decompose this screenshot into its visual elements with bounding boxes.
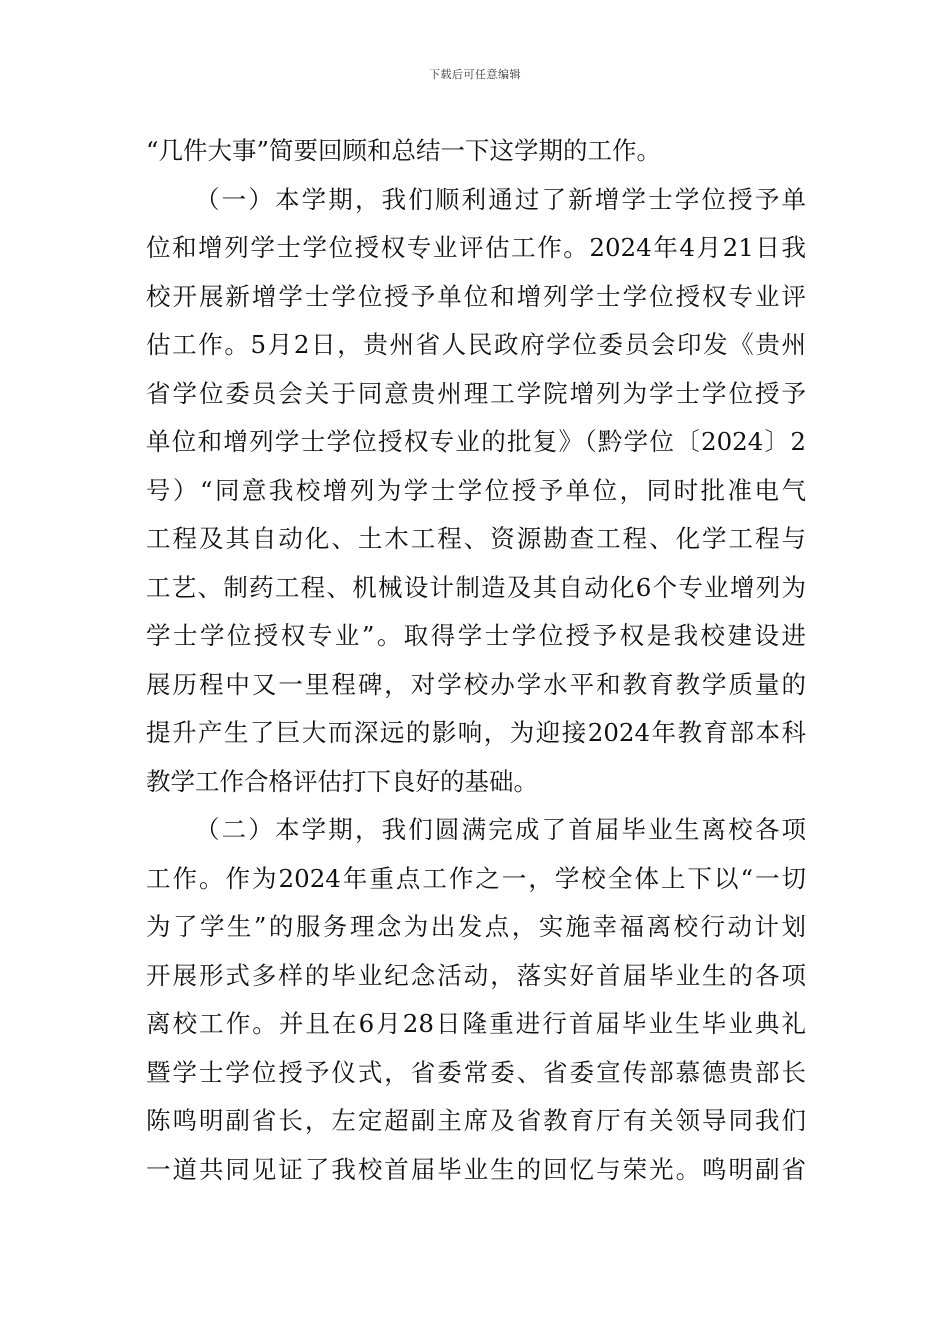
body-line: 学士学位授权专业”。取得学士学位授予权是我校建设进 [146,621,806,650]
body-line: 工作。作为2024年重点工作之一，学校全体上下以“一切 [146,864,806,893]
paragraph-first-line: （二）本学期，我们圆满完成了首届毕业生离校各项 [195,815,806,844]
body-line: 陈鸣明副省长，左定超副主席及省教育厅有关领导同我们 [146,1106,806,1135]
body-line: “几件大事”简要回顾和总结一下这学期的工作。 [146,136,662,165]
body-line: 估工作。5月2日，贵州省人民政府学位委员会印发《贵州 [146,330,806,359]
body-line: 展历程中又一里程碑，对学校办学水平和教育教学质量的 [146,670,806,699]
body-line: 教学工作合格评估打下良好的基础。 [146,767,538,796]
body-line: 单位和增列学士学位授权专业的批复》（黔学位〔2024〕2 [146,427,806,456]
body-line: 开展形式多样的毕业纪念活动，落实好首届毕业生的各项 [146,961,806,990]
body-line: 号）“同意我校增列为学士学位授予单位，同时批准电气 [146,476,806,505]
body-line: 位和增列学士学位授权专业评估工作。2024年4月21日我 [146,233,806,262]
paragraph-first-line: （一）本学期，我们顺利通过了新增学士学位授予单 [195,185,806,214]
body-line: 工程及其自动化、土木工程、资源勘查工程、化学工程与 [146,524,806,553]
body-line: 提升产生了巨大而深远的影响，为迎接2024年教育部本科 [146,718,806,747]
body-line: 一道共同见证了我校首届毕业生的回忆与荣光。鸣明副省 [146,1155,806,1184]
body-line: 校开展新增学士学位授予单位和增列学士学位授权专业评 [146,282,806,311]
body-line: 省学位委员会关于同意贵州理工学院增列为学士学位授予 [146,379,806,408]
page-header-note: 下载后可任意编辑 [429,68,521,81]
body-line: 离校工作。并且在6月28日隆重进行首届毕业生毕业典礼 [146,1009,806,1038]
body-line: 为了学生”的服务理念为出发点，实施幸福离校行动计划 [146,912,806,941]
body-line: 暨学士学位授予仪式，省委常委、省委宣传部慕德贵部长 [146,1058,806,1087]
body-line: 工艺、制药工程、机械设计制造及其自动化6个专业增列为 [146,573,806,602]
